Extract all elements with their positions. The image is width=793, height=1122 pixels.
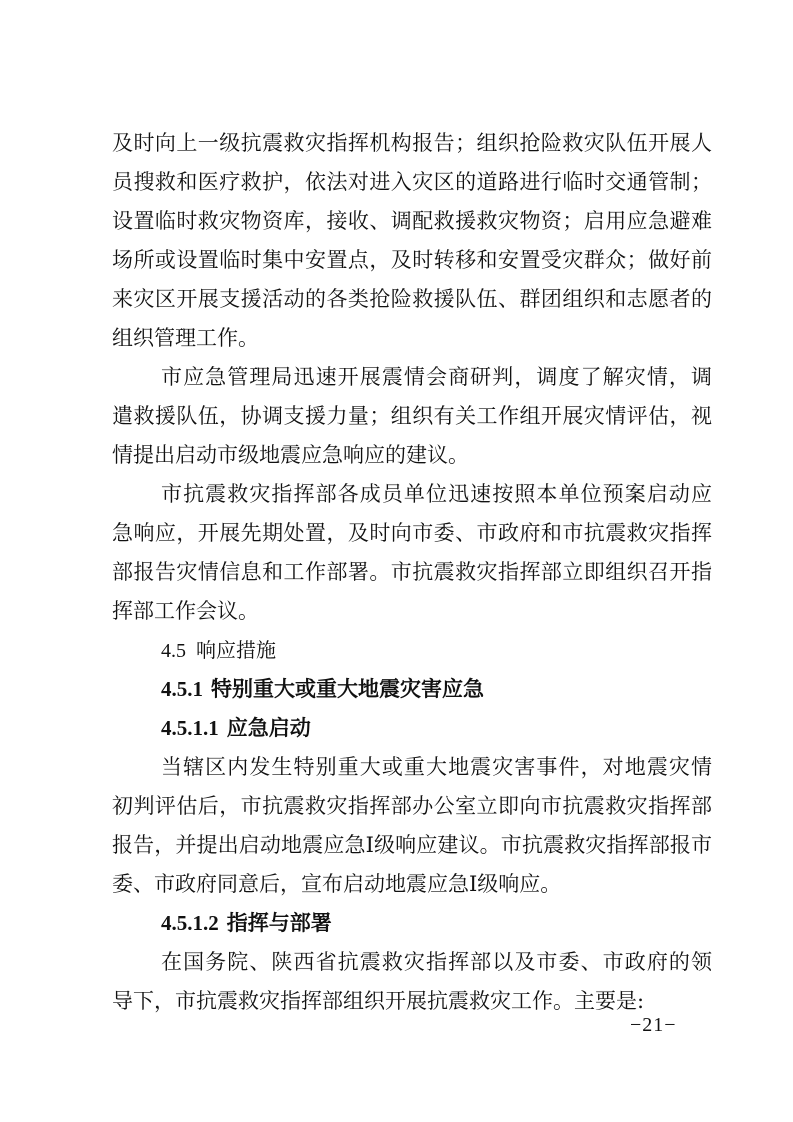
section-title: 应急启动: [226, 716, 311, 740]
text-line: 员搜救和医疗救护，依法对进入灾区的道路进行临时交通管制；: [112, 170, 712, 194]
text-line: 初判评估后，市抗震救灾指挥部办公室立即向市抗震救灾指挥部: [112, 794, 712, 818]
text-line: 遣救援队伍，协调支援力量；组织有关工作组开展灾情评估，视: [112, 404, 712, 428]
section-heading-4-5: [161, 635, 276, 665]
section-title: 特别重大或重大地震灾害应急: [211, 677, 484, 701]
text-line: 及时向上一级抗震救灾指挥机构报告；组织抢险救灾队伍开展人: [112, 131, 712, 155]
text-line: 报告，并提出启动地震应急I级响应建议。市抗震救灾指挥部报市: [112, 833, 712, 857]
text-line: 情提出启动市级地震应急响应的建议。: [112, 443, 469, 467]
text-line: 委、市政府同意后，宣布启动地震应急I级响应。: [112, 872, 562, 896]
section-number: 4.5.1.1: [161, 716, 219, 740]
section-heading-4-5-1: [161, 674, 484, 704]
text-line: 部报告灾情信息和工作部署。市抗震救灾指挥部立即组织召开指: [112, 560, 712, 584]
section-number: 4.5.1.2: [161, 911, 219, 935]
section-number: 4.5: [161, 640, 186, 662]
text-line: 市抗震救灾指挥部各成员单位迅速按照本单位预案启动应: [161, 482, 712, 506]
page-number: −21−: [630, 1014, 677, 1036]
text-line: 当辖区内发生特别重大或重大地震灾害事件，对地震灾情: [161, 755, 712, 779]
text-line: 场所或设置临时集中安置点，及时转移和安置受灾群众；做好前: [112, 248, 712, 272]
text-line: 挥部工作会议。: [112, 599, 259, 623]
section-heading-4-5-1-1: [161, 713, 311, 743]
text-line: 在国务院、陕西省抗震救灾指挥部以及市委、市政府的领: [161, 950, 712, 974]
section-heading-4-5-1-2: [161, 908, 332, 938]
text-line: 组织管理工作。: [112, 326, 259, 350]
text-line: 导下，市抗震救灾指挥部组织开展抗震救灾工作。主要是:: [112, 989, 645, 1013]
text-line: 急响应，开展先期处置，及时向市委、市政府和市抗震救灾指挥: [112, 521, 712, 545]
section-title: 指挥与部署: [226, 911, 332, 935]
section-number: 4.5.1: [161, 677, 203, 701]
text-line: 设置临时救灾物资库，接收、调配救援救灾物资；启用应急避难: [112, 209, 712, 233]
text-line: 市应急管理局迅速开展震情会商研判，调度了解灾情，调: [161, 365, 712, 389]
section-title: 响应措施: [196, 638, 276, 662]
text-line: 来灾区开展支援活动的各类抢险救援队伍、群团组织和志愿者的: [112, 287, 712, 311]
